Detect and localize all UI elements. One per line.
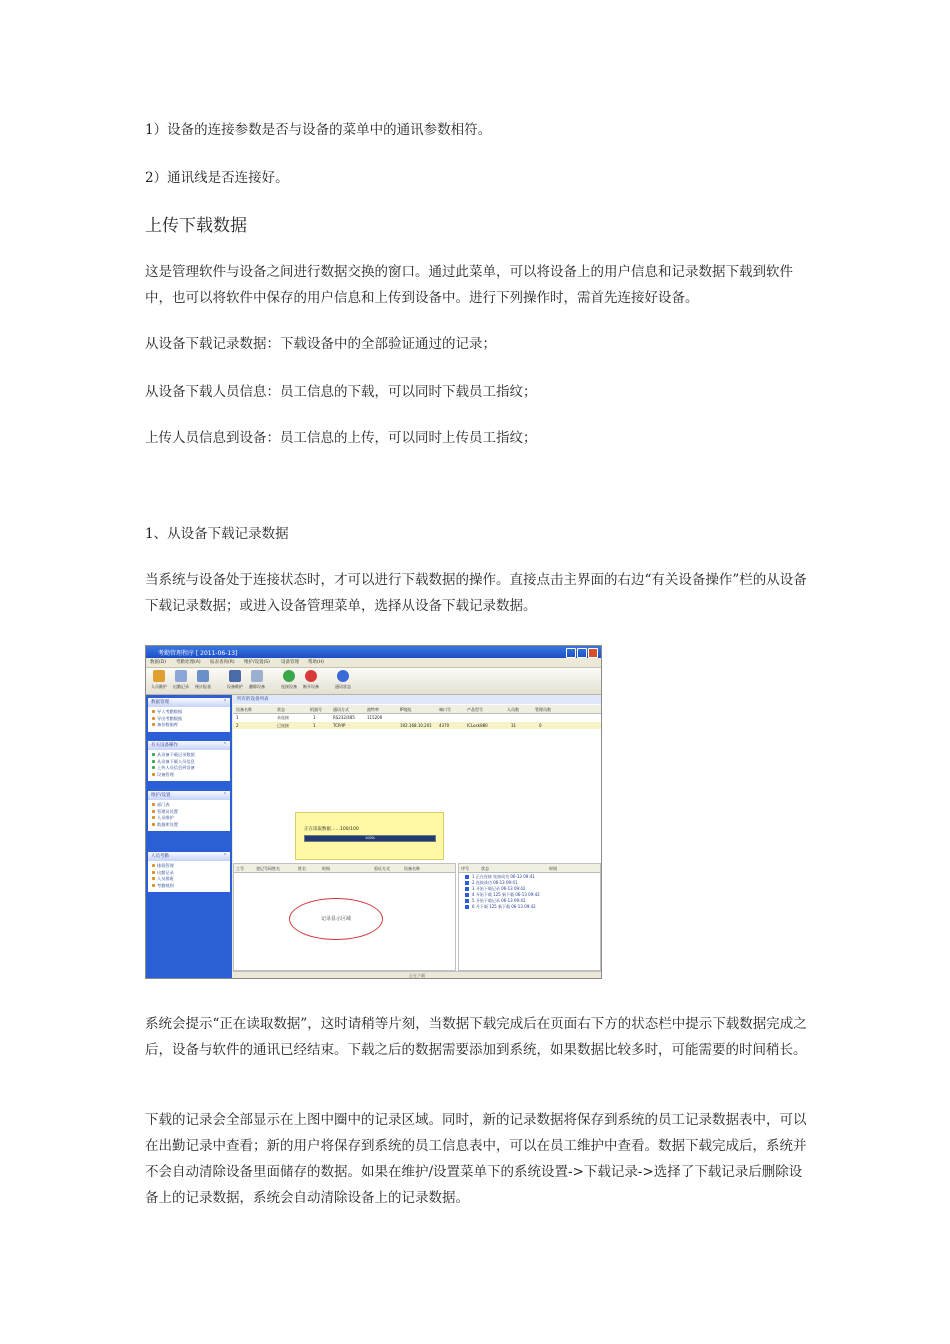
panel-item[interactable]: 备份数据库 [148, 722, 230, 729]
log-row[interactable]: 5 开始下载记录 06-13 09:42 [465, 898, 540, 904]
final-paragraph: 下载的记录会全部显示在上图中圈中的记录区域。同时，新的记录数据将保存到系统的员工记录数据表中，可以在出勤记录中查看；新的用户将保存到系统的员工信息表中，可以在员工维护中查看。数据下载完成后，系统并不会自动清除设备里面储存的数据。如果在维护/设置菜单下的系统设置->下载记录->选择了下载记录后删除设备上的记录数据，系统会自动清除设备上的记录数据。 [145, 1112, 807, 1206]
tool-disconnect[interactable]: 断开设备 [302, 670, 320, 690]
delete-icon [251, 670, 263, 682]
log-row[interactable]: 3 开始下载记录 06-13 09:42 [465, 886, 540, 892]
close-icon[interactable] [588, 648, 598, 658]
device-icon [229, 670, 241, 682]
log-row[interactable]: 4 开始下载 125 新下载 06-13 09:42 [465, 892, 540, 898]
panel-data-management: 数据管理 ⌃ 导入考勤数据 导出考勤数据 备份数据库 [148, 698, 230, 732]
item-icon [152, 710, 155, 713]
item-icon [152, 753, 155, 756]
log-header: 序号 状态 时间 [459, 864, 600, 873]
maximize-icon[interactable] [577, 648, 587, 658]
tool-device-maintain[interactable]: 设备维护 [226, 670, 244, 690]
checkbox-icon [465, 887, 469, 891]
chevron-up-icon[interactable]: ⌃ [222, 853, 227, 859]
panel-item[interactable]: 从设备下载人员信息 [148, 759, 230, 766]
status-icon [337, 670, 349, 682]
checkbox-icon [465, 893, 469, 897]
item-icon [152, 823, 155, 826]
table-header: 设备名称 状态 机器号 通讯方式 波特率 IP地址 端口号 产品型号 人员数 管理员数 [233, 705, 601, 714]
checkbox-icon [465, 875, 469, 879]
report-icon [197, 670, 209, 682]
progress-dialog [295, 812, 444, 860]
log-row[interactable]: 6 开下载 125 新下载 06-13 09:42 [465, 904, 540, 910]
log-area [458, 863, 601, 971]
status-bar: 正在下载 [233, 971, 601, 979]
record-header: 工号 登记号码姓名 姓名 时间 验证方式 设备名称 [234, 864, 455, 873]
minimize-icon[interactable] [566, 648, 576, 658]
panel-item[interactable]: 人员维护 [148, 815, 230, 822]
device-table: 设备名称 状态 机器号 通讯方式 波特率 IP地址 端口号 产品型号 人员数 管理员数 1 未连接 1 RS232/485 115200 2 已连接 1 TCP/IP 192.168.10.201 4370 ICLock880 31 0 [233, 705, 601, 850]
menu-help[interactable]: 帮助(H) [308, 660, 324, 665]
chevron-up-icon[interactable]: ⌃ [222, 742, 227, 748]
title-bar [146, 646, 601, 658]
item-icon [152, 717, 155, 720]
progress-value: 100% [364, 836, 375, 840]
employee-icon [153, 670, 165, 682]
software-screenshot [145, 645, 602, 979]
record-area [233, 863, 456, 971]
section-desc: 这是管理软件与设备之间进行数据交换的窗口。通过此菜单，可以将设备上的用户信息和记录数据下载到软件中，也可以将软件中保存的用户信息和上传到设备中。进行下列操作时，需首先连接好设备。 [145, 264, 793, 306]
tool-employee[interactable]: 人员维护 [150, 670, 168, 690]
panel-item[interactable]: 数据库设置 [148, 822, 230, 829]
panel-item[interactable]: 人员排班 [148, 876, 230, 883]
menu-device[interactable]: 设备管理 [281, 660, 299, 665]
progress-bar [304, 835, 436, 842]
tool-attendance[interactable]: 出勤记录 [172, 670, 190, 690]
panel-item[interactable]: 部门表 [148, 802, 230, 809]
log-list [465, 874, 540, 910]
panel-item[interactable]: 从设备下载记录数据 [148, 752, 230, 759]
window-title: 考勤管理程序 [ 2011-06-13] [158, 650, 238, 657]
section-title: 上传下载数据 [145, 216, 247, 236]
chevron-up-icon[interactable]: ⌃ [222, 699, 227, 705]
sidebar [146, 695, 232, 978]
panel-item[interactable]: 上传人员信息到设备 [148, 765, 230, 772]
log-row[interactable]: 2 连接成功 06-13 09:41 [465, 880, 540, 886]
panel-maintenance: 维护/设置 ⌃ 部门表 管理员设置 人员维护 数据库设置 [148, 791, 230, 831]
item-icon [152, 884, 155, 887]
tool-delete-device[interactable]: 删除设备 [248, 670, 266, 690]
checkbox-icon [465, 881, 469, 885]
item-icon [152, 810, 155, 813]
item-icon [152, 877, 155, 880]
progress-text: 正在读取数据……100/100 [304, 827, 359, 832]
panel-item[interactable]: 考勤规则 [148, 883, 230, 890]
panel-item[interactable]: 设备管理 [148, 772, 230, 779]
tool-report[interactable]: 统计报表 [194, 670, 212, 690]
item-download-records: 从设备下载记录数据：下载设备中的全部验证通过的记录； [145, 336, 496, 352]
panel-attendance: 人员考勤 ⌃ 排班管理 出勤记录 人员排班 考勤规则 [148, 852, 230, 892]
item-icon [152, 773, 155, 776]
main-area [233, 695, 601, 978]
panel-item[interactable]: 排班管理 [148, 863, 230, 870]
intro-line-1: 1）设备的连接参数是否与设备的菜单中的通讯参数相符。 [145, 122, 492, 138]
after-shot-paragraph: 系统会提示“正在读取数据”，这时请稍等片刻，当数据下载完成后在页面右下方的状态栏中提示下载数据完成之后，设备与软件的通讯已经结束。下载之后的数据需要添加到系统，如果数据比较多时，可能需要的时间稍长。 [145, 1016, 807, 1058]
panel-item[interactable]: 导出考勤数据 [148, 716, 230, 723]
menu-settings[interactable]: 维护/设置(S) [244, 660, 270, 665]
tool-connect[interactable]: 连接设备 [280, 670, 298, 690]
tool-comm-status[interactable]: 通讯状态 [334, 670, 352, 690]
log-row[interactable]: 1 正在连接 连接成功 06-13 09:41 [465, 874, 540, 880]
panel-item[interactable]: 出勤记录 [148, 870, 230, 877]
connect-icon [283, 670, 295, 682]
panel-item[interactable]: 导入考勤数据 [148, 709, 230, 716]
panel-item[interactable]: 管理员设置 [148, 809, 230, 816]
item-icon [152, 816, 155, 819]
checkbox-icon [465, 899, 469, 903]
tab-device-list[interactable]: 所有的设备列表 [233, 695, 601, 704]
panel-device-operations: 有关设备操作 ⌃ 从设备下载记录数据 从设备下载人员信息 上传人员信息到设备 设备管理 [148, 741, 230, 781]
checkbox-icon [465, 905, 469, 909]
item-icon [152, 871, 155, 874]
lower-panes [233, 863, 601, 971]
chevron-up-icon[interactable]: ⌃ [222, 792, 227, 798]
item-icon [152, 723, 155, 726]
record-display-oval: 记录显示区域 [289, 898, 383, 940]
item-icon [152, 803, 155, 806]
clock-icon [175, 670, 187, 682]
sub-title: 1、从设备下载记录数据 [145, 526, 289, 542]
item-download-users: 从设备下载人员信息：员工信息的下载，可以同时下载员工指纹； [145, 384, 537, 400]
item-icon [152, 864, 155, 867]
menu-data[interactable]: 数据(D) [150, 660, 166, 665]
item-upload-users: 上传人员信息到设备：员工信息的上传，可以同时上传员工指纹； [145, 430, 537, 446]
disconnect-icon [305, 670, 317, 682]
toolbar [146, 668, 601, 695]
sub-desc: 当系统与设备处于连接状态时，才可以进行下载数据的操作。直接点击主界面的右边“有关设备操作”栏的从设备下载记录数据；或进入设备管理菜单，选择从设备下载记录数据。 [145, 572, 807, 614]
menu-bar [146, 658, 601, 668]
menu-report[interactable]: 报表查询(R) [210, 660, 235, 665]
item-icon [152, 766, 155, 769]
menu-attendance[interactable]: 考勤处理(A) [176, 660, 201, 665]
item-icon [152, 760, 155, 763]
intro-line-2: 2）通讯线是否连接好。 [145, 170, 289, 186]
